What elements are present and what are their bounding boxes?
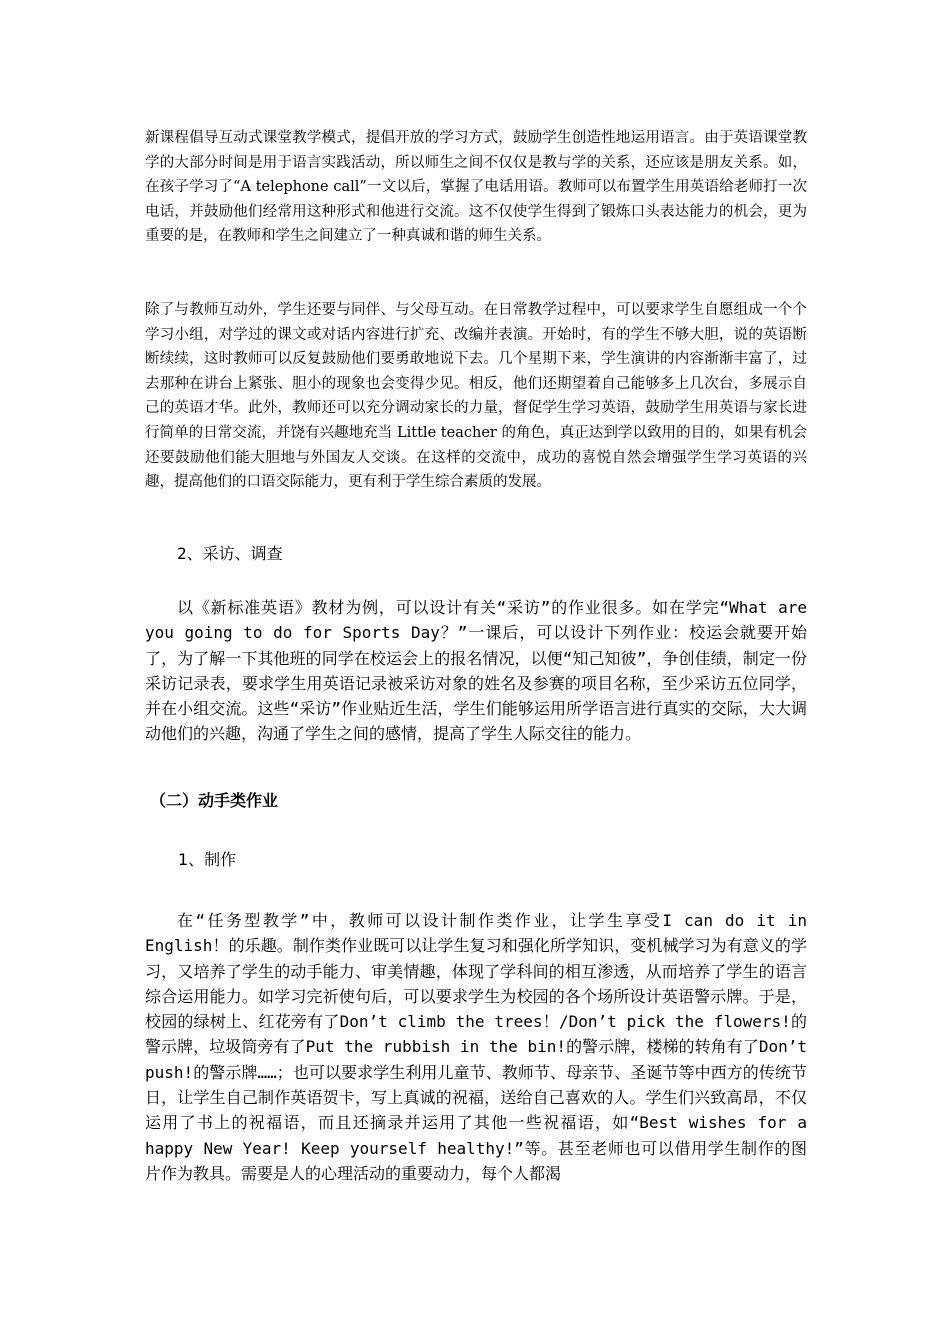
heading-making: 1、制作 <box>178 850 237 869</box>
heading-hands-on-homework: （二）动手类作业 <box>150 791 279 810</box>
paragraph-peer-parent-interaction: 除了与教师互动外，学生还要与同伴、与父母互动。在日常教学过程中，可以要求学生自愿组成一个个学习小组，对学过的课文或对话内容进行扩充、改编并表演。开始时，有的学生不够大胆，说的英语断断续续，这时教师可以反复鼓励他们要勇敢地说下去。几个星期下来，学生演讲的内容渐渐丰富了，过去那种在讲台上紧张、胆小的现象也会变得少见。相反，他们还期望着自己能够多上几次台，多展示自己的英语才华。此外，教师还可以充分调动家长的力量，督促学生学习英语，鼓励学生用英语与家长进行简单的日常交流，并饶有兴趣地充当 Little teacher 的角色，真正达到学以致用的目的，如果有机会还要鼓励他们能大胆地与外国友人交谈。在这样的交流中，成功的喜悦自然会增强学生学习英语的兴趣，提高他们的口语交际能力，更有利于学生综合素质的发展。 <box>145 302 807 491</box>
paragraph-making-homework: 在“任务型教学”中，教师可以设计制作类作业，让学生享受I can do it in English！的乐趣。制作类作业既可以让学生复习和强化所学知识，变机械学习为有意义的学习，又培养了学生的动手能力、审美情趣，体现了学科间的相互渗透，从而培养了学生的语言综合运用能力。如学习完祈使句后，可以要求学生为校园的各个场所设计英语警示牌。于是，校园的绿树上、红花旁有了Don’t climb the trees！/Don’t pick the flowers!的警示牌，垃圾筒旁有了Put the rubbish in the bin!的警示牌，楼梯的转角有了Don’t push!的警示牌……；也可以要求学生利用儿童节、教师节、母亲节、圣诞节等中西方的传统节日，让学生自己制作英语贺卡，写上真诚的祝福，送给自己喜欢的人。学生们兴致高昂，不仅运用了书上的祝福语，而且还摘录并运用了其他一些祝福语，如“Best wishes for a happy New Year! Keep yourself healthy!”等。甚至老师也可以借用学生制作的图片作为教具。需要是人的心理活动的重要动力，每个人都渴 <box>145 911 807 1183</box>
heading-interview-survey: 2、采访、调查 <box>177 544 283 563</box>
paragraph-interview-homework: 以《新标准英语》教材为例，可以设计有关“采访”的作业很多。如在学完“What are you going to do for Sports Day？”一课后，可以设计下列作业：校运会就要开始了，为了解一下其他班的同学在校运会上的报名情况，以便“知己知彼”，争创佳绩，制定一份采访记录表，要求学生用英语记录被采访对象的姓名及参赛的项目名称，至少采访五位同学，并在小组交流。这些“采访”作业贴近生活，学生们能够运用所学语言进行真实的交际，大大调动他们的兴趣，沟通了学生之间的感情，提高了学生人际交往的能力。 <box>145 598 807 744</box>
paragraph-teacher-student-interaction: 新课程倡导互动式课堂教学模式，提倡开放的学习方式，鼓励学生创造性地运用语言。由于英语课堂教学的大部分时间是用于语言实践活动，所以师生之间不仅仅是教与学的关系，还应该是朋友关系。如，在孩子学习了“A telephone call”一文以后，掌握了电话用语。教师可以布置学生用英语给老师打一次电话，并鼓励他们经常用这种形式和他进行交流。这不仅使学生得到了锻炼口头表达能力的机会，更为重要的是，在教师和学生之间建立了一种真诚和谐的师生关系。 <box>145 130 807 245</box>
